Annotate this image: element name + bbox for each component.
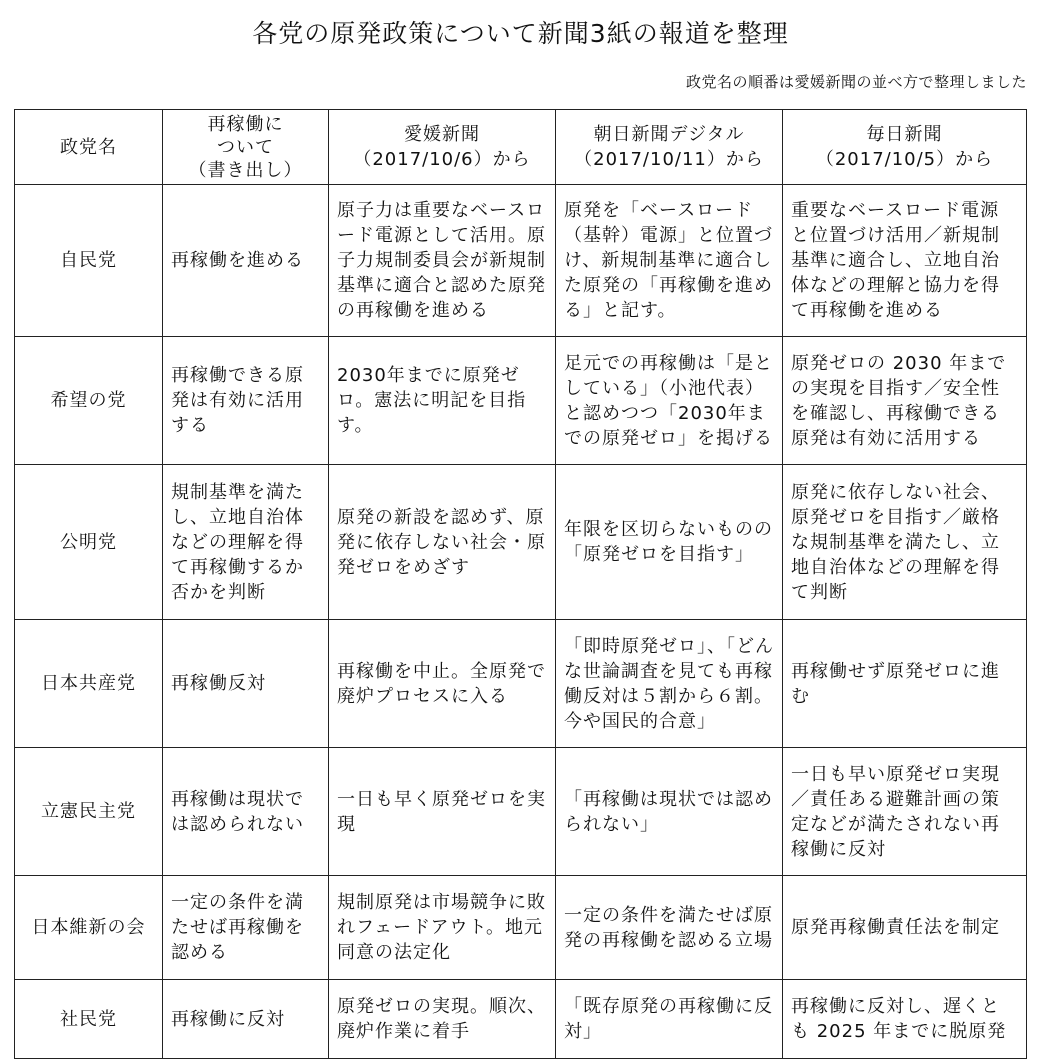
mainichi-cell: 再稼働に反対し、遅くとも 2025 年までに脱原発 bbox=[783, 980, 1027, 1059]
header-party: 政党名 bbox=[15, 110, 163, 185]
page-title: 各党の原発政策について新聞3紙の報道を整理 bbox=[252, 19, 789, 48]
summary-cell: 再稼働に反対 bbox=[163, 980, 329, 1059]
header-summary: 再稼働に ついて （書き出し） bbox=[163, 110, 329, 185]
ehime-cell: 再稼働を中止。全原発で廃炉プロセスに入る bbox=[329, 620, 556, 748]
table-row bbox=[15, 337, 1027, 465]
ehime-cell: 原発の新設を認めず、原発に依存しない社会・原発ゼロをめざす bbox=[329, 465, 556, 620]
summary-cell: 再稼働は現状では認められない bbox=[163, 748, 329, 876]
asahi-cell: 「即時原発ゼロ」、「どんな世論調査を見ても再稼働反対は５割から６割。今や国民的合意」 bbox=[556, 620, 783, 748]
asahi-cell: 「既存原発の再稼働に反対」 bbox=[556, 980, 783, 1059]
header-ehime: 愛媛新聞 （2017/10/6）から bbox=[329, 110, 556, 185]
table-row bbox=[15, 465, 1027, 620]
summary-cell: 再稼働反対 bbox=[163, 620, 329, 748]
ehime-cell: 原子力は重要なベースロード電源として活用。原子力規制委員会が新規制基準に適合と認めた原発の再稼働を進める bbox=[329, 185, 556, 337]
table-row bbox=[15, 980, 1027, 1059]
summary-cell: 再稼働できる原発は有効に活用する bbox=[163, 337, 329, 465]
mainichi-cell: 原発再稼働責任法を制定 bbox=[783, 876, 1027, 980]
mainichi-cell: 原発に依存しない社会、原発ゼロを目指す／厳格な規制基準を満たし、立地自治体などの理解を得て判断 bbox=[783, 465, 1027, 620]
table-row bbox=[15, 185, 1027, 337]
party-name: 社民党 bbox=[15, 980, 163, 1059]
summary-cell: 一定の条件を満たせば再稼働を認める bbox=[163, 876, 329, 980]
table-row bbox=[15, 620, 1027, 748]
ehime-cell: 原発ゼロの実現。順次、廃炉作業に着手 bbox=[329, 980, 556, 1059]
party-name: 公明党 bbox=[15, 465, 163, 620]
table-row bbox=[15, 748, 1027, 876]
asahi-cell: 足元での再稼働は「是としている」（小池代表）と認めつつ「2030年までの原発ゼロ」を掲げる bbox=[556, 337, 783, 465]
ehime-cell: 規制原発は市場競争に敗れフェードアウト。地元同意の法定化 bbox=[329, 876, 556, 980]
header-asahi: 朝日新聞デジタル （2017/10/11）から bbox=[556, 110, 783, 185]
table-row bbox=[15, 876, 1027, 980]
party-name: 日本維新の会 bbox=[15, 876, 163, 980]
ehime-cell: 一日も早く原発ゼロを実現 bbox=[329, 748, 556, 876]
asahi-cell: 一定の条件を満たせば原発の再稼働を認める立場 bbox=[556, 876, 783, 980]
party-name: 立憲民主党 bbox=[15, 748, 163, 876]
party-name: 希望の党 bbox=[15, 337, 163, 465]
asahi-cell: 原発を「ベースロード（基幹）電源」と位置づけ、新規制基準に適合した原発の「再稼働を進める」と記す。 bbox=[556, 185, 783, 337]
ehime-cell: 2030年までに原発ゼロ。憲法に明記を目指す。 bbox=[329, 337, 556, 465]
asahi-cell: 年限を区切らないものの「原発ゼロを目指す」 bbox=[556, 465, 783, 620]
party-name: 日本共産党 bbox=[15, 620, 163, 748]
mainichi-cell: 重要なベースロード電源と位置づけ活用／新規制基準に適合し、立地自治体などの理解と協力を得て再稼働を進める bbox=[783, 185, 1027, 337]
policy-table bbox=[14, 109, 1027, 1059]
ordering-note: 政党名の順番は愛媛新聞の並べ方で整理しました bbox=[685, 73, 1027, 91]
summary-cell: 再稼働を進める bbox=[163, 185, 329, 337]
asahi-cell: 「再稼働は現状では認められない」 bbox=[556, 748, 783, 876]
mainichi-cell: 再稼働せず原発ゼロに進む bbox=[783, 620, 1027, 748]
mainichi-cell: 一日も早い原発ゼロ実現／責任ある避難計画の策定などが満たされない再稼働に反対 bbox=[783, 748, 1027, 876]
header-mainichi: 毎日新聞 （2017/10/5）から bbox=[783, 110, 1027, 185]
header-row bbox=[15, 110, 1027, 185]
summary-cell: 規制基準を満たし、立地自治体などの理解を得て再稼働するか否かを判断 bbox=[163, 465, 329, 620]
mainichi-cell: 原発ゼロの 2030 年までの実現を目指す／安全性を確認し、再稼働できる原発は有効に活用する bbox=[783, 337, 1027, 465]
party-name: 自民党 bbox=[15, 185, 163, 337]
